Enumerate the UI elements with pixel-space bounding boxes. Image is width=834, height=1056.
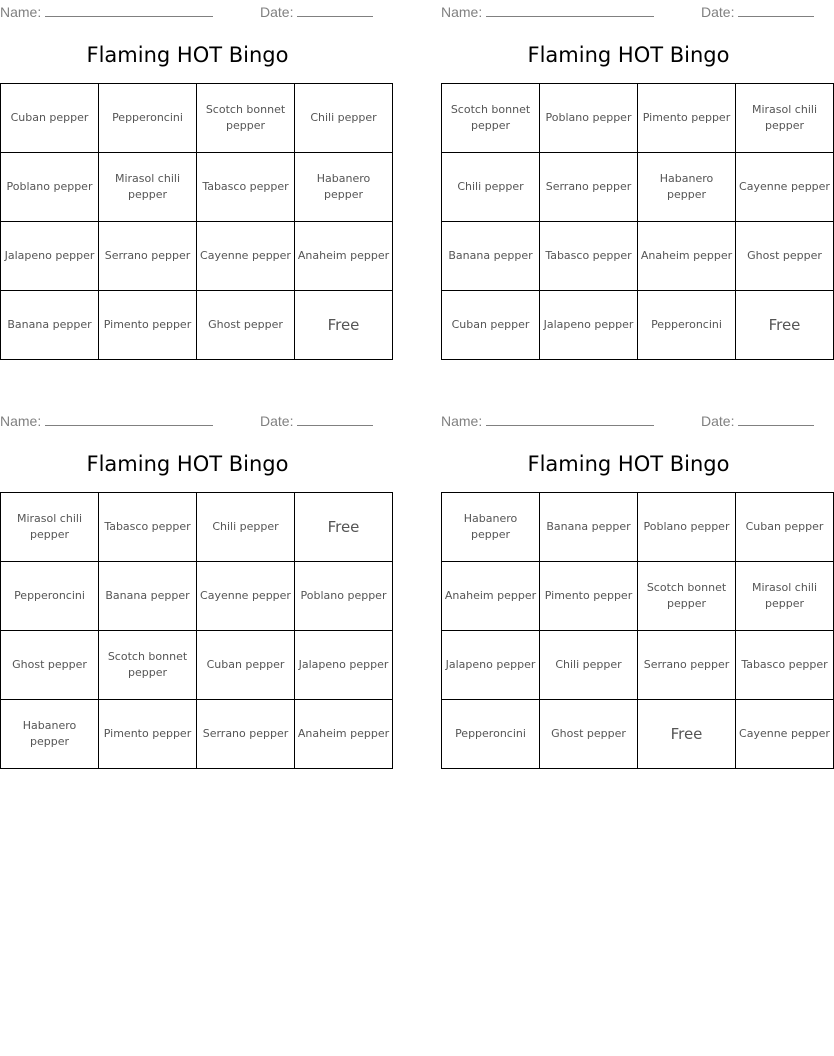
name-blank-line[interactable] <box>45 2 213 17</box>
bingo-square[interactable]: Serrano pepper <box>540 153 638 222</box>
bingo-square[interactable]: Cuban pepper <box>442 291 540 360</box>
grid-row <box>442 631 834 700</box>
bingo-square[interactable]: Anaheim pepper <box>295 222 393 291</box>
bingo-grid <box>441 83 834 360</box>
bingo-square[interactable]: Mirasol chili pepper <box>736 562 834 631</box>
bingo-square[interactable]: Chili pepper <box>295 84 393 153</box>
free-square[interactable]: Free <box>295 291 393 360</box>
bingo-grid <box>0 83 393 360</box>
card-title: Flaming HOT Bingo <box>527 452 730 476</box>
bingo-grid <box>441 492 834 769</box>
grid-row <box>1 291 393 360</box>
bingo-square[interactable]: Poblano pepper <box>638 493 736 562</box>
date-label: Date: <box>701 413 735 429</box>
bingo-square[interactable]: Chili pepper <box>442 153 540 222</box>
grid-row <box>1 84 393 153</box>
date-field[interactable] <box>260 2 373 20</box>
bingo-square[interactable]: Mirasol chili pepper <box>736 84 834 153</box>
bingo-square[interactable]: Banana pepper <box>540 493 638 562</box>
bingo-square[interactable]: Poblano pepper <box>540 84 638 153</box>
date-label: Date: <box>260 413 294 429</box>
bingo-square[interactable]: Serrano pepper <box>197 700 295 769</box>
bingo-square[interactable]: Cuban pepper <box>1 84 99 153</box>
grid-row <box>1 493 393 562</box>
grid-row <box>442 291 834 360</box>
name-blank-line[interactable] <box>486 2 654 17</box>
grid-row <box>442 493 834 562</box>
bingo-square[interactable]: Ghost pepper <box>1 631 99 700</box>
bingo-square[interactable]: Chili pepper <box>197 493 295 562</box>
bingo-square[interactable]: Serrano pepper <box>638 631 736 700</box>
date-field[interactable] <box>260 411 373 429</box>
bingo-square[interactable]: Scotch bonnet pepper <box>638 562 736 631</box>
free-square[interactable]: Free <box>295 493 393 562</box>
bingo-square[interactable]: Habanero pepper <box>295 153 393 222</box>
date-blank-line[interactable] <box>297 411 373 426</box>
card-title: Flaming HOT Bingo <box>527 43 730 67</box>
grid-row <box>1 153 393 222</box>
date-label: Date: <box>701 4 735 20</box>
bingo-square[interactable]: Pimento pepper <box>540 562 638 631</box>
date-blank-line[interactable] <box>738 2 814 17</box>
grid-row <box>1 631 393 700</box>
bingo-square[interactable]: Tabasco pepper <box>197 153 295 222</box>
bingo-square[interactable]: Pepperoncini <box>1 562 99 631</box>
bingo-square[interactable]: Banana pepper <box>1 291 99 360</box>
grid-row <box>442 222 834 291</box>
bingo-card <box>0 409 390 748</box>
bingo-square[interactable]: Cayenne pepper <box>197 222 295 291</box>
bingo-square[interactable]: Ghost pepper <box>540 700 638 769</box>
free-square[interactable]: Free <box>736 291 834 360</box>
bingo-square[interactable]: Jalapeno pepper <box>540 291 638 360</box>
bingo-square[interactable]: Pepperoncini <box>99 84 197 153</box>
bingo-square[interactable]: Scotch bonnet pepper <box>442 84 540 153</box>
date-field[interactable] <box>701 411 814 429</box>
bingo-square[interactable]: Pimento pepper <box>99 700 197 769</box>
bingo-square[interactable]: Jalapeno pepper <box>1 222 99 291</box>
name-field[interactable] <box>441 411 654 429</box>
name-field[interactable] <box>0 411 213 429</box>
bingo-square[interactable]: Ghost pepper <box>736 222 834 291</box>
header-fields <box>441 0 816 22</box>
bingo-square[interactable]: Anaheim pepper <box>442 562 540 631</box>
bingo-square[interactable]: Habanero pepper <box>1 700 99 769</box>
header-fields <box>0 0 375 22</box>
bingo-square[interactable]: Ghost pepper <box>197 291 295 360</box>
bingo-square[interactable]: Mirasol chili pepper <box>1 493 99 562</box>
bingo-grid <box>0 492 393 769</box>
bingo-square[interactable]: Scotch bonnet pepper <box>197 84 295 153</box>
bingo-square[interactable]: Anaheim pepper <box>638 222 736 291</box>
date-blank-line[interactable] <box>738 411 814 426</box>
bingo-square[interactable]: Chili pepper <box>540 631 638 700</box>
name-label: Name: <box>0 4 42 20</box>
bingo-card <box>441 409 830 743</box>
bingo-square[interactable]: Banana pepper <box>99 562 197 631</box>
grid-row <box>442 700 834 769</box>
bingo-square[interactable]: Tabasco pepper <box>540 222 638 291</box>
bingo-square[interactable]: Poblano pepper <box>295 562 393 631</box>
bingo-square[interactable]: Mirasol chili pepper <box>99 153 197 222</box>
bingo-square[interactable]: Cayenne pepper <box>736 700 834 769</box>
card-title: Flaming HOT Bingo <box>86 43 289 67</box>
bingo-square[interactable]: Anaheim pepper <box>295 700 393 769</box>
name-label: Name: <box>0 413 42 429</box>
name-blank-line[interactable] <box>45 411 213 426</box>
grid-row <box>1 562 393 631</box>
bingo-square[interactable]: Pepperoncini <box>442 700 540 769</box>
grid-row <box>1 222 393 291</box>
bingo-square[interactable]: Habanero pepper <box>638 153 736 222</box>
grid-row <box>442 562 834 631</box>
bingo-square[interactable]: Jalapeno pepper <box>295 631 393 700</box>
bingo-square[interactable]: Tabasco pepper <box>736 631 834 700</box>
card-title: Flaming HOT Bingo <box>86 452 289 476</box>
bingo-square[interactable]: Poblano pepper <box>1 153 99 222</box>
bingo-square[interactable]: Jalapeno pepper <box>442 631 540 700</box>
date-blank-line[interactable] <box>297 2 373 17</box>
free-square[interactable]: Free <box>638 700 736 769</box>
grid-row <box>1 700 393 769</box>
bingo-square[interactable]: Pepperoncini <box>638 291 736 360</box>
bingo-square[interactable]: Pimento pepper <box>99 291 197 360</box>
name-field[interactable] <box>0 2 213 20</box>
name-blank-line[interactable] <box>486 411 654 426</box>
bingo-square[interactable]: Cuban pepper <box>736 493 834 562</box>
bingo-card <box>0 0 390 334</box>
name-label: Name: <box>441 413 483 429</box>
grid-row <box>442 153 834 222</box>
grid-row <box>442 84 834 153</box>
date-label: Date: <box>260 4 294 20</box>
bingo-square[interactable]: Pimento pepper <box>638 84 736 153</box>
date-field[interactable] <box>701 2 814 20</box>
bingo-square[interactable]: Serrano pepper <box>99 222 197 291</box>
name-field[interactable] <box>441 2 654 20</box>
name-label: Name: <box>441 4 483 20</box>
header-fields <box>0 409 375 431</box>
bingo-square[interactable]: Cayenne pepper <box>197 562 295 631</box>
bingo-square[interactable]: Habanero pepper <box>442 493 540 562</box>
bingo-card <box>441 0 830 334</box>
bingo-square[interactable]: Cayenne pepper <box>736 153 834 222</box>
bingo-square[interactable]: Tabasco pepper <box>99 493 197 562</box>
header-fields <box>441 409 816 431</box>
bingo-square[interactable]: Banana pepper <box>442 222 540 291</box>
bingo-square[interactable]: Cuban pepper <box>197 631 295 700</box>
bingo-square[interactable]: Scotch bonnet pepper <box>99 631 197 700</box>
